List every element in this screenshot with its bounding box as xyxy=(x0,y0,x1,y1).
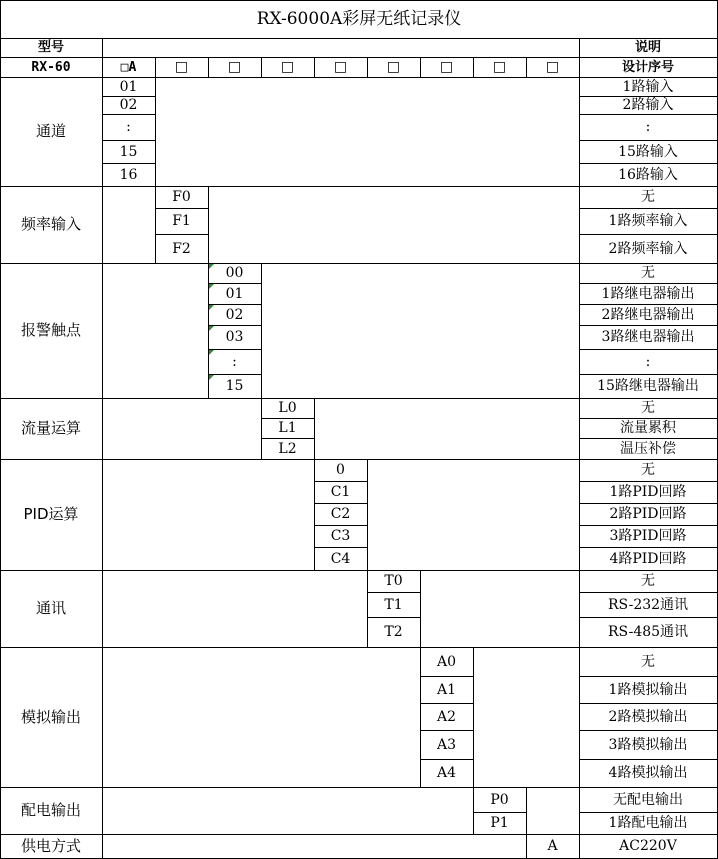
option-code: T2 xyxy=(384,624,403,640)
option-description: 3路继电器输出 xyxy=(601,329,695,345)
section-label-power_out: 配电输出 xyxy=(20,801,81,819)
option-code: 0 xyxy=(336,462,345,478)
code-slot: □ xyxy=(386,59,401,75)
section-label-freq: 频率输入 xyxy=(20,215,81,233)
code-slot: □ xyxy=(333,59,348,75)
grid-line xyxy=(526,787,527,834)
section-label-pid: PID运算 xyxy=(23,505,79,523)
grid-line xyxy=(208,186,209,263)
option-description: 温压补偿 xyxy=(620,440,676,457)
cell-note-marker xyxy=(209,305,214,310)
option-description: 无 xyxy=(641,189,655,205)
option-description: 1路输入 xyxy=(622,78,674,95)
option-description: 2路模拟输出 xyxy=(608,708,688,725)
grid-line xyxy=(473,647,474,787)
grid-line xyxy=(314,398,315,459)
grid-line xyxy=(261,263,262,398)
seq-label: 设计序号 xyxy=(621,59,674,75)
option-description: 2路输入 xyxy=(622,97,674,113)
option-description: : xyxy=(645,119,651,135)
option-code: : xyxy=(126,119,131,135)
grid-line xyxy=(0,0,718,1)
option-description: 15路继电器输出 xyxy=(597,378,699,394)
option-description: 3路PID回路 xyxy=(609,528,687,544)
grid-line xyxy=(526,57,527,77)
code-slot: □ xyxy=(545,59,560,75)
option-description: 无 xyxy=(641,573,655,589)
option-code: C4 xyxy=(330,550,351,567)
option-code: T1 xyxy=(384,596,403,613)
cell-note-marker xyxy=(209,284,214,289)
grid-line xyxy=(261,57,262,77)
code-slot: □ xyxy=(439,59,454,75)
option-code: T0 xyxy=(384,573,403,589)
option-description: 1路模拟输出 xyxy=(608,681,688,698)
option-code: A xyxy=(547,838,558,854)
option-code: 15 xyxy=(225,378,244,394)
option-code: F0 xyxy=(172,189,191,205)
option-code: 03 xyxy=(225,329,244,345)
option-code: L2 xyxy=(278,440,297,457)
grid-line xyxy=(473,57,474,77)
option-description: 4路PID回路 xyxy=(609,550,687,567)
option-code: A0 xyxy=(436,653,457,670)
option-code: A4 xyxy=(436,765,457,781)
option-code: P1 xyxy=(490,815,509,831)
option-code: L0 xyxy=(278,400,297,416)
cell-note-marker xyxy=(209,264,214,269)
option-description: 16路输入 xyxy=(618,166,678,183)
option-description: 流量累积 xyxy=(620,420,676,436)
section-label-alarm: 报警触点 xyxy=(20,321,81,339)
grid-line xyxy=(420,57,421,77)
option-description: 3路模拟输出 xyxy=(608,736,688,753)
option-code: L1 xyxy=(278,420,297,436)
section-label-analog: 模拟输出 xyxy=(20,707,81,726)
option-description: RS-232通讯 xyxy=(607,596,689,613)
option-description: 1路继电器输出 xyxy=(601,285,695,302)
option-code: 02 xyxy=(225,306,244,323)
option-description: 1路PID回路 xyxy=(609,484,687,500)
grid-line xyxy=(420,570,421,647)
option-code: 01 xyxy=(225,285,244,302)
cell-note-marker xyxy=(209,375,214,380)
grid-line xyxy=(155,77,156,186)
grid-line xyxy=(155,57,156,77)
option-description: 无 xyxy=(641,400,655,416)
section-label-flow: 流量运算 xyxy=(20,419,81,437)
code-slot: □A xyxy=(120,59,137,75)
grid-line xyxy=(314,57,315,77)
option-description: 无配电输出 xyxy=(613,791,683,808)
grid-line xyxy=(0,38,718,39)
option-code: A3 xyxy=(436,736,457,753)
section-label-comm: 通讯 xyxy=(35,599,66,617)
grid-line xyxy=(367,57,368,77)
grid-line xyxy=(367,459,368,570)
option-description: RS-485通讯 xyxy=(607,624,689,640)
option-code: F1 xyxy=(172,213,191,229)
code-slot: □ xyxy=(174,59,189,75)
cell-note-marker xyxy=(209,326,214,331)
option-description: 2路PID回路 xyxy=(609,506,687,522)
model-value: RX-60 xyxy=(31,59,71,75)
option-description: 无 xyxy=(641,653,655,670)
option-description: 1路频率输入 xyxy=(608,213,688,229)
option-description: 4路模拟输出 xyxy=(608,765,688,781)
option-code: C2 xyxy=(330,506,351,522)
option-code: A2 xyxy=(436,708,457,725)
cell-note-marker xyxy=(209,350,214,355)
option-description: 2路频率输入 xyxy=(608,240,688,257)
sheet-title: RX-6000A彩屏无纸记录仪 xyxy=(256,8,462,29)
grid-line xyxy=(0,57,718,58)
option-description: AC220V xyxy=(619,838,677,854)
option-description: 无 xyxy=(641,462,655,478)
option-description: 无 xyxy=(641,265,655,281)
option-code: P0 xyxy=(490,791,509,808)
option-code: C1 xyxy=(330,484,351,500)
grid-line xyxy=(208,57,209,77)
option-code: 01 xyxy=(119,78,138,95)
option-code: C3 xyxy=(330,528,351,544)
option-code: A1 xyxy=(436,681,457,698)
option-description: : xyxy=(645,353,651,370)
code-slot: □ xyxy=(227,59,242,75)
option-description: 1路配电输出 xyxy=(608,815,688,831)
section-label-supply: 供电方式 xyxy=(20,836,81,855)
option-code: : xyxy=(232,353,237,370)
option-code: 02 xyxy=(119,97,138,113)
option-description: 15路输入 xyxy=(618,143,678,160)
option-description: 2路继电器输出 xyxy=(601,306,695,323)
section-label-channel: 通道 xyxy=(35,122,66,140)
code-slot: □ xyxy=(492,59,507,75)
option-code: 15 xyxy=(119,143,138,160)
model-label: 型号 xyxy=(37,40,64,55)
code-slot: □ xyxy=(280,59,295,75)
desc-label: 说明 xyxy=(634,40,661,55)
option-code: 00 xyxy=(225,265,244,281)
option-code: 16 xyxy=(119,166,138,183)
option-code: F2 xyxy=(172,240,191,257)
